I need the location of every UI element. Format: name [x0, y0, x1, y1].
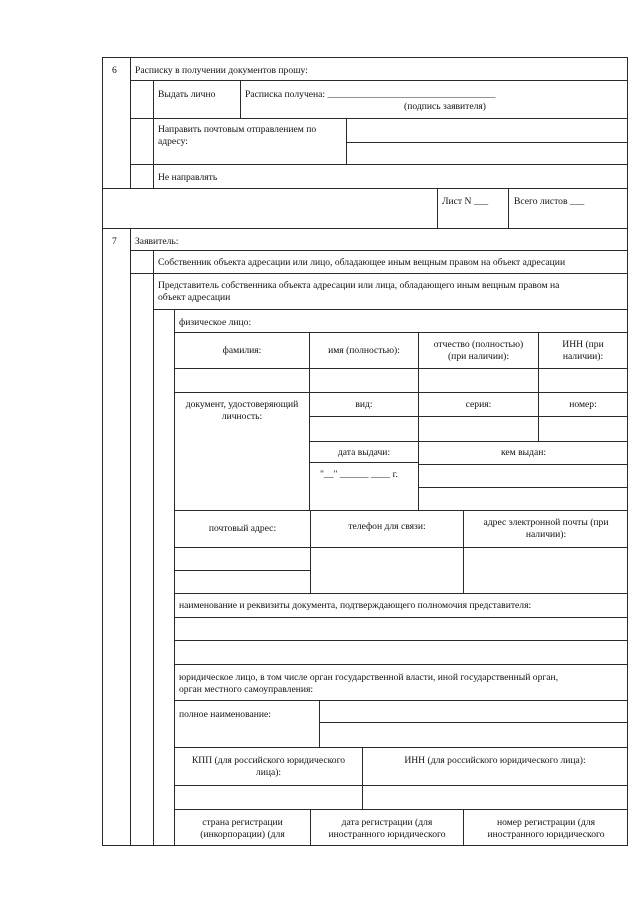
issued-by-label: кем выдан:	[500, 447, 547, 458]
email-field[interactable]	[464, 548, 627, 593]
identity-document-label-line2: личность:	[221, 411, 263, 422]
kpp-label-line1: КПП (для российского юридического	[191, 755, 346, 766]
inn-label-line1: ИНН (при	[562, 339, 604, 350]
checkbox-send-by-mail[interactable]	[131, 119, 153, 164]
sheets-total-field[interactable]: Всего листов ___	[514, 196, 585, 207]
receipt-received-field[interactable]: Расписка получена: ___________________________________	[245, 89, 496, 100]
document-type-label: вид:	[355, 399, 373, 410]
section-7-title: Заявитель:	[135, 236, 179, 247]
document-number-label: номер:	[569, 399, 597, 410]
option-send-by-mail-line1: Направить почтовым отправлением по	[158, 124, 317, 135]
checkbox-issue-personally[interactable]	[131, 81, 153, 118]
sheet-number-field[interactable]: Лист N ___	[442, 196, 489, 207]
checkbox-physical-person[interactable]	[154, 310, 174, 664]
checkbox-do-not-send[interactable]	[131, 165, 153, 188]
option-issue-personally: Выдать лично	[158, 89, 216, 100]
section-6-number: 6	[112, 65, 117, 76]
full-name-field[interactable]	[320, 701, 627, 747]
authority-document-label: наименование и реквизиты документа, подтверждающего полномочия представителя:	[179, 600, 532, 611]
section-6-title: Расписку в получении документов прошу:	[135, 65, 308, 76]
postal-address-label: почтовый адрес:	[208, 523, 277, 534]
issue-date-label: дата выдачи:	[337, 447, 391, 458]
checkbox-owner[interactable]	[131, 251, 153, 273]
phone-field[interactable]	[311, 548, 463, 593]
first-name-label: имя (полностью):	[328, 345, 400, 356]
option-send-by-mail-line2: адресу:	[158, 136, 188, 147]
postal-address-field[interactable]	[175, 548, 310, 593]
signature-caption: (подпись заявителя)	[404, 101, 487, 112]
kpp-label-line2: лица):	[255, 767, 282, 778]
physical-person-title: физическое лицо:	[179, 317, 252, 328]
checkbox-representative[interactable]	[131, 274, 153, 309]
option-do-not-send: Не направлять	[158, 172, 218, 183]
section-7-number: 7	[112, 236, 117, 247]
registration-number-label-line2: иностранного юридического	[487, 829, 605, 840]
identity-document-label-line1: документ, удостоверяющий	[185, 399, 299, 410]
email-label-line1: адрес электронной почты (при	[483, 517, 609, 528]
kpp-inn-fields[interactable]	[175, 786, 627, 809]
registration-date-label-line1: дата регистрации (для	[341, 817, 433, 828]
patronymic-label-line2: (при наличии):	[447, 351, 509, 362]
physical-person-fields[interactable]	[175, 369, 627, 392]
checkbox-legal-entity[interactable]	[154, 665, 174, 845]
registration-date-label-line2: иностранного юридического	[328, 829, 446, 840]
document-series-label: серия:	[465, 399, 492, 410]
registration-country-label-line2: (инкорпорации) (для	[200, 829, 285, 840]
phone-label: телефон для связи:	[348, 521, 426, 532]
registration-number-label-line1: номер регистрации (для	[496, 817, 596, 828]
mail-address-field[interactable]	[347, 119, 627, 164]
inn-label-line2: наличии):	[562, 351, 604, 362]
authority-document-field[interactable]	[175, 618, 627, 664]
surname-label: фамилия:	[222, 345, 262, 356]
legal-entity-title-line1: юридическое лицо, в том числе орган государственной власти, иной государственный орган,	[179, 672, 559, 683]
legal-inn-label: ИНН (для российского юридического лица):	[404, 755, 586, 766]
applicant-representative-line2: объект адресации	[158, 292, 231, 303]
full-name-label: полное наименование:	[179, 709, 271, 720]
legal-entity-title-line2: орган местного самоуправления:	[179, 684, 314, 695]
applicant-representative-line1: Представитель собственника объекта адресации или лица, обладающего иным вещным правом на	[158, 280, 560, 291]
email-label-line2: наличии):	[525, 529, 567, 540]
issue-date-field[interactable]: "__" ______ ____ г.	[320, 469, 398, 480]
applicant-owner-option: Собственник объекта адресации или лицо, обладающее иным вещным правом на объект адресации	[158, 257, 566, 268]
patronymic-label-line1: отчество (полностью)	[433, 339, 524, 350]
registration-country-label-line1: страна регистрации	[202, 817, 283, 828]
